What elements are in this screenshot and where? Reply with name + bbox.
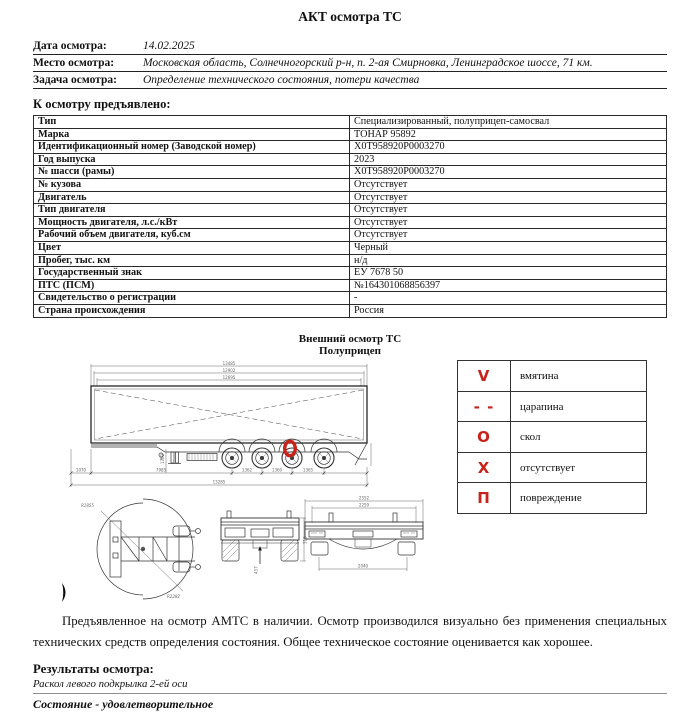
- property-value: ЕУ 7678 50: [350, 267, 667, 280]
- header-rows: [33, 38, 667, 89]
- dim-label: 7985: [155, 467, 167, 473]
- radius-label: R1855: [81, 503, 94, 509]
- trailer-top-view-drawing: [67, 493, 215, 605]
- header-row-label: Место осмотра:: [33, 55, 143, 72]
- dim-label: 2040: [357, 563, 369, 569]
- property-label: Тип: [34, 116, 350, 129]
- dim-label: 1365: [302, 467, 314, 473]
- property-value: Отсутствует: [350, 204, 667, 217]
- dim-label: 13485: [222, 361, 236, 367]
- table-row: [34, 241, 667, 254]
- property-value: н/д: [350, 254, 667, 267]
- property-value: X0T958920P0003270: [350, 141, 667, 154]
- property-value: Отсутствует: [350, 191, 667, 204]
- property-value: Отсутствует: [350, 216, 667, 229]
- legend-label: царапина: [511, 391, 647, 422]
- legend-row: [458, 361, 647, 392]
- property-label: Цвет: [34, 241, 350, 254]
- legend-label: отсутствует: [511, 452, 647, 483]
- trailer-side-view-drawing: [61, 361, 451, 493]
- dim-label: 13285: [212, 479, 226, 485]
- property-label: Мощность двигателя, л.с./кВт: [34, 216, 350, 229]
- table-row: [34, 229, 667, 242]
- property-label: Год выпуска: [34, 153, 350, 166]
- header-row: [33, 55, 667, 72]
- header-row-label: Дата осмотра:: [33, 38, 143, 55]
- property-label: Тип двигателя: [34, 204, 350, 217]
- header-row-value: Определение технического состояния, потери качества: [143, 72, 667, 89]
- table-row: [34, 191, 667, 204]
- legend-rows: [458, 361, 647, 514]
- table-row: [34, 292, 667, 305]
- property-value: Отсутствует: [350, 178, 667, 191]
- property-label: Двигатель: [34, 191, 350, 204]
- table-row: [34, 216, 667, 229]
- legend-label: скол: [511, 422, 647, 453]
- table-row: [34, 204, 667, 217]
- property-value: X0T958920P0003270: [350, 166, 667, 179]
- dim-label: 313: [302, 536, 308, 545]
- table-row: [34, 279, 667, 292]
- property-label: Марка: [34, 128, 350, 141]
- dim-label: 1362: [241, 467, 253, 473]
- header-row-value: 14.02.2025: [143, 38, 667, 55]
- presented-section-heading: К осмотру предъявлено:: [33, 97, 171, 111]
- header-row-label: Задача осмотра:: [33, 72, 143, 89]
- document-content: [33, 0, 667, 715]
- legend-symbol: V: [458, 361, 511, 392]
- legend-row: [458, 391, 647, 422]
- page-curl-mark: [61, 583, 71, 603]
- table-row: [34, 267, 667, 280]
- table-row: [34, 153, 667, 166]
- trailer-front-view-drawing: [213, 506, 308, 584]
- property-value: Черный: [350, 241, 667, 254]
- property-value: Отсутствует: [350, 229, 667, 242]
- external-inspection-heading: [33, 333, 667, 359]
- legend-row: [458, 483, 647, 514]
- conclusion-paragraph: Предъявленное на осмотр АМТС в наличии. Осмотр производился визуально без применения специальных технических средств определения состояния. Общее техническое состояние оценивается как хорошее.: [33, 614, 667, 650]
- legend-symbol: О: [458, 422, 511, 453]
- legend-row: [458, 422, 647, 453]
- vehicle-properties-rows: [34, 116, 667, 318]
- dim-label: 1382: [160, 454, 165, 465]
- property-value: №164301068856397: [350, 279, 667, 292]
- property-label: № кузова: [34, 178, 350, 191]
- dim-label: 2552: [358, 495, 370, 501]
- property-label: Страна происхождения: [34, 304, 350, 317]
- wheels: [222, 448, 334, 468]
- dim-label: 437: [253, 566, 259, 575]
- property-label: Идентификационный номер (Заводской номер): [34, 141, 350, 154]
- result-status: Состояние - удовлетворительное: [33, 694, 667, 715]
- external-inspection-title: Внешний осмотр ТС: [298, 332, 402, 345]
- dim-label: 12695: [222, 375, 236, 381]
- table-row: [34, 304, 667, 317]
- dim-label: 1360: [271, 467, 283, 473]
- property-label: Свидетельство о регистрации: [34, 292, 350, 305]
- table-row: [34, 166, 667, 179]
- property-label: Пробег, тыс. км: [34, 254, 350, 267]
- property-value: -: [350, 292, 667, 305]
- legend-symbol: П: [458, 483, 511, 514]
- property-label: Государственный знак: [34, 267, 350, 280]
- property-value: ТОНАР 95892: [350, 128, 667, 141]
- trailer-drawing-area: [33, 359, 667, 605]
- damage-legend-table: [457, 360, 647, 514]
- legend-row: [458, 452, 647, 483]
- trailer-rear-view-drawing: [299, 495, 429, 580]
- property-value: Россия: [350, 304, 667, 317]
- table-row: [34, 128, 667, 141]
- radius-label: R2282: [167, 594, 180, 600]
- external-inspection-subtitle: Полуприцеп: [319, 345, 381, 358]
- legend-label: вмятина: [511, 361, 647, 392]
- legend-symbol: - -: [458, 391, 511, 422]
- inspection-header-table: [33, 38, 667, 89]
- header-row-value: Московская область, Солнечногорский р-н, п. 2-ая Смирновка, Ленинградское шоссе, 71 км.: [143, 55, 667, 72]
- dim-label: 2259: [358, 502, 370, 508]
- header-row: [33, 38, 667, 55]
- legend-symbol: Х: [458, 452, 511, 483]
- vehicle-properties-table: [33, 115, 667, 318]
- results-heading: Результаты осмотра:: [33, 661, 154, 676]
- property-value: Специализированный, полуприцеп-самосвал: [350, 116, 667, 129]
- header-row: [33, 72, 667, 89]
- property-label: ПТС (ПСМ): [34, 279, 350, 292]
- table-row: [34, 141, 667, 154]
- property-value: 2023: [350, 153, 667, 166]
- document-title: АКТ осмотра ТС: [298, 9, 402, 24]
- dim-label: 1070: [75, 467, 87, 473]
- property-label: Рабочий объем двигателя, куб.см: [34, 229, 350, 242]
- result-entry: Раскол левого подкрылка 2-ей оси: [33, 678, 667, 694]
- table-row: [34, 178, 667, 191]
- table-row: [34, 116, 667, 129]
- dim-label: 12902: [222, 368, 236, 374]
- legend-label: повреждение: [511, 483, 647, 514]
- table-row: [34, 254, 667, 267]
- property-label: № шасси (рамы): [34, 166, 350, 179]
